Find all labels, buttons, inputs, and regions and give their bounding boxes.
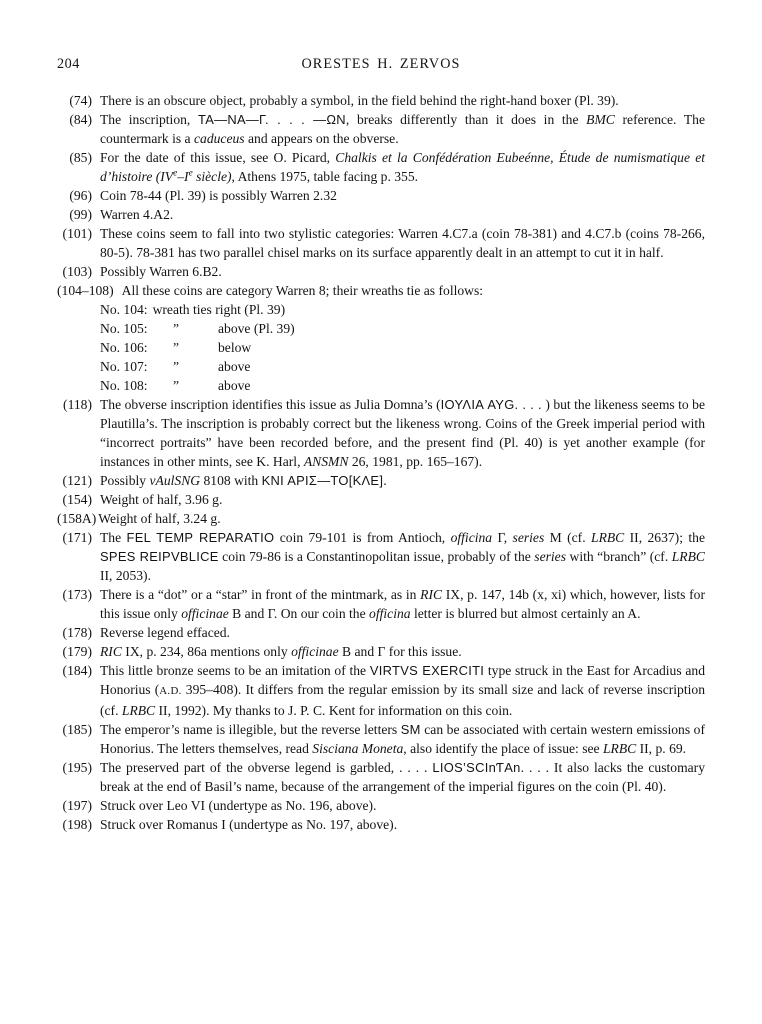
note-text: IX, p. 147, 14b (x, xi) which, however, lists for this issue only <box>100 587 705 621</box>
note-number: (118) <box>63 397 92 412</box>
note-text: All these coins are category Warren 8; their wreaths tie as follows: <box>121 283 484 298</box>
note-text: II, 2637); the <box>624 530 705 545</box>
note-text: M (cf. <box>544 530 592 545</box>
note-number: (74) <box>69 93 92 108</box>
note-number: (195) <box>62 760 92 775</box>
note-text: Γ, <box>492 530 513 545</box>
coin-legend: FEL TEMP REPARATIO <box>126 530 275 545</box>
note-text: . <box>383 473 387 488</box>
wreath-coin-number: No. 107: <box>100 359 148 374</box>
wreath-tie-row <box>100 319 705 338</box>
wreath-coin-number: No. 106: <box>100 340 148 355</box>
note-text: with “branch” (cf. <box>566 549 672 564</box>
note-text: 395–408). It differs from the regular emission by its small size and lack of reverse inscription (cf. <box>100 682 705 718</box>
note-text: type struck in the East for Arcadius and Honorius ( <box>100 663 705 697</box>
note-text-italic: caduceus <box>194 131 245 146</box>
note-text-italic: BMC <box>586 112 615 127</box>
note-text: This little bronze seems to be an imitation of the <box>100 663 370 678</box>
wreath-tie-row <box>100 357 705 376</box>
note-number: (173) <box>62 587 92 602</box>
note-text: II, 1992). My thanks to J. P. C. Kent for information on this coin. <box>155 703 513 718</box>
ditto-mark: ” <box>173 359 180 374</box>
ditto-mark: ” <box>173 378 180 393</box>
note-text: There is a “dot” or a “star” in front of the mintmark, as in <box>100 587 421 602</box>
footnote <box>57 262 705 281</box>
wreath-tie-value: wreath ties right (Pl. 39) <box>152 302 286 317</box>
coin-legend: ΙΟΥΛΙΑ AYG. . . . <box>440 397 542 412</box>
note-text: Coin 78-44 (Pl. 39) is possibly Warren 2.32 <box>100 188 337 203</box>
footnote <box>57 758 705 796</box>
footnote <box>57 281 705 300</box>
ditto-mark: ” <box>173 321 180 336</box>
note-text: coin 79-101 is from Antioch, <box>274 530 451 545</box>
note-text-italic: ANSMN <box>303 454 349 469</box>
note-text-italic: vAulSNG <box>149 473 201 488</box>
note-text-italic: RIC <box>100 644 122 659</box>
note-text: letter is blurred but almost certainly an A. <box>410 606 641 621</box>
note-text-italic: officinae <box>291 644 339 659</box>
coin-legend: LIOS’SCInƬAn <box>432 760 521 775</box>
note-text: 8108 with <box>200 473 262 488</box>
note-text: Weight of half, 3.24 g. <box>98 511 221 526</box>
wreath-tie-row <box>100 338 705 357</box>
note-text-italic: Sisciana Moneta <box>312 741 404 756</box>
note-text: , also identify the place of issue: see <box>403 741 603 756</box>
note-text: B and Γ for this issue. <box>338 644 462 659</box>
coin-legend: VIRTVS EXERCITI <box>369 663 485 678</box>
wreath-tie-value: below <box>218 340 252 355</box>
coin-legend: SPES REIPVBLICE <box>100 549 219 564</box>
note-text: B and Γ. On our coin the <box>228 606 370 621</box>
footnote <box>57 224 705 262</box>
note-text: Warren 4.A2. <box>100 207 174 222</box>
note-number: (179) <box>62 644 92 659</box>
note-text: II, p. 69. <box>636 741 687 756</box>
note-text: For the date of this issue, see O. Picard, <box>100 150 336 165</box>
footnote <box>57 471 705 490</box>
note-text: The preserved part of the obverse legend is garbled, . . . . <box>100 760 433 775</box>
footnote <box>57 720 705 758</box>
footnote <box>57 661 705 720</box>
wreath-tie-list <box>100 300 705 395</box>
note-text-italic: LRBC <box>603 741 637 756</box>
note-text: . . . . It also lacks the customary break at the end of Basil’s name, because of the arrangement of the imperial figures on the coin (Pl. 40). <box>100 760 705 794</box>
footnote <box>57 585 705 623</box>
note-text-italic: officina <box>369 606 411 621</box>
page-header <box>57 0 705 74</box>
era-abbreviation: A.D. <box>159 685 182 697</box>
note-text: coin 79-86 is a Constantinopolitan issue, probably of the <box>218 549 535 564</box>
note-number: (178) <box>62 625 92 640</box>
note-text-italic: LRBC <box>671 549 705 564</box>
wreath-coin-number: No. 105: <box>100 321 148 336</box>
wreath-tie-value: above <box>218 378 251 393</box>
note-text: and appears on the obverse. <box>244 131 399 146</box>
note-number: (96) <box>69 188 92 203</box>
note-text: ) but the likeness seems to be Plautilla’s. The inscription is probably correct but the likeness wrong. Coins of the Greek imperial period with “incorrect portraits” have been recorded before, and the present find (Pl. 40) is yet another example (for instances in other mints, see K. Harl, <box>100 397 705 469</box>
footnote <box>57 91 705 110</box>
footnote <box>57 395 705 471</box>
footnote <box>57 110 705 148</box>
coin-legend: SM <box>400 722 421 737</box>
footnote <box>57 509 705 528</box>
note-text-italic: series <box>512 530 545 545</box>
note-number: (184) <box>62 663 92 678</box>
note-text-italic: series <box>534 549 566 564</box>
note-number: (154) <box>62 492 92 507</box>
note-text: Possibly <box>100 473 150 488</box>
note-text: IX, p. 234, 86a mentions only <box>121 644 292 659</box>
notes-list <box>57 91 705 834</box>
running-head: ORESTES H. ZERVOS <box>301 56 461 72</box>
wreath-coin-number: No. 104: <box>100 302 148 317</box>
note-text: Struck over Leo VI (undertype as No. 196, above). <box>100 798 377 813</box>
note-number: (99) <box>69 207 92 222</box>
footnote <box>57 623 705 642</box>
note-text: There is an obscure object, probably a symbol, in the field behind the right-hand boxer (Pl. 39). <box>100 93 619 108</box>
note-number: (198) <box>62 817 92 832</box>
note-text-italic: –I <box>177 169 189 184</box>
note-number: (171) <box>62 530 92 545</box>
note-text-italic: LRBC <box>121 703 156 718</box>
note-number: (158A) <box>57 511 97 526</box>
footnote <box>57 796 705 815</box>
note-text: 26, 1981, pp. 165–167). <box>348 454 483 469</box>
footnote <box>57 815 705 834</box>
note-number: (85) <box>69 150 92 165</box>
wreath-tie-row <box>100 376 705 395</box>
note-text-italic: Chalkis et la Confédération Eubeénne, Étude de numismatique et d’histoire (IV <box>100 150 705 184</box>
page-number: 204 <box>57 56 80 72</box>
note-text-italic: officinae <box>181 606 229 621</box>
note-number: (121) <box>62 473 92 488</box>
note-text-italic: RIC <box>420 587 443 602</box>
coin-legend: ΚΝΙ ΑΡΙΣ—ΤΟ[ΚΛΕ] <box>261 473 384 488</box>
wreath-tie-value: above <box>218 359 251 374</box>
wreath-tie-row <box>100 300 705 319</box>
note-text-italic: siècle) <box>192 169 232 184</box>
note-number: (103) <box>62 264 92 279</box>
note-text: can be associated with certain western emissions of Honorius. The letters themselves, read <box>100 722 705 756</box>
note-text: The obverse inscription identifies this issue as Julia Domna’s ( <box>100 397 441 412</box>
note-number: (101) <box>62 226 92 241</box>
note-text: Possibly Warren 6.B2. <box>100 264 222 279</box>
note-number: (84) <box>69 112 92 127</box>
footnote <box>57 186 705 205</box>
note-text: , breaks differently than it does in the <box>345 112 587 127</box>
note-number: (104–108) <box>57 283 114 298</box>
note-text: The emperor’s name is illegible, but the reverse letters <box>100 722 401 737</box>
wreath-coin-number: No. 108: <box>100 378 148 393</box>
footnote <box>57 205 705 224</box>
coin-legend: TA—NA—Γ. . . . —ΩN <box>197 112 346 127</box>
note-number: (185) <box>62 722 92 737</box>
note-text: Struck over Romanus I (undertype as No. 197, above). <box>100 817 398 832</box>
superscript: e <box>173 167 178 178</box>
note-text: reference. The countermark is a <box>100 112 705 146</box>
note-text-italic: LRBC <box>591 530 625 545</box>
ditto-mark: ” <box>173 340 180 355</box>
note-text: The <box>100 530 127 545</box>
footnote <box>57 490 705 509</box>
footnote <box>57 642 705 661</box>
note-text-italic: officina <box>450 530 493 545</box>
footnote <box>57 528 705 585</box>
note-text: II, 2053). <box>100 568 151 583</box>
note-text: The inscription, <box>100 112 198 127</box>
note-text: Reverse legend effaced. <box>100 625 230 640</box>
note-number: (197) <box>62 798 92 813</box>
note-text: These coins seem to fall into two stylistic categories: Warren 4.C7.a (coin 78-381) and 4.C7.b (coins 78-266, 80-5). 78-381 has two parallel chisel marks on its surface apparently dealt in an attempt to cut it in half. <box>100 226 705 260</box>
footnote <box>57 148 705 186</box>
note-text: , Athens 1975, table facing p. 355. <box>231 169 419 184</box>
superscript: e <box>188 167 193 178</box>
note-text: Weight of half, 3.96 g. <box>100 492 223 507</box>
wreath-tie-value: above (Pl. 39) <box>218 321 295 336</box>
